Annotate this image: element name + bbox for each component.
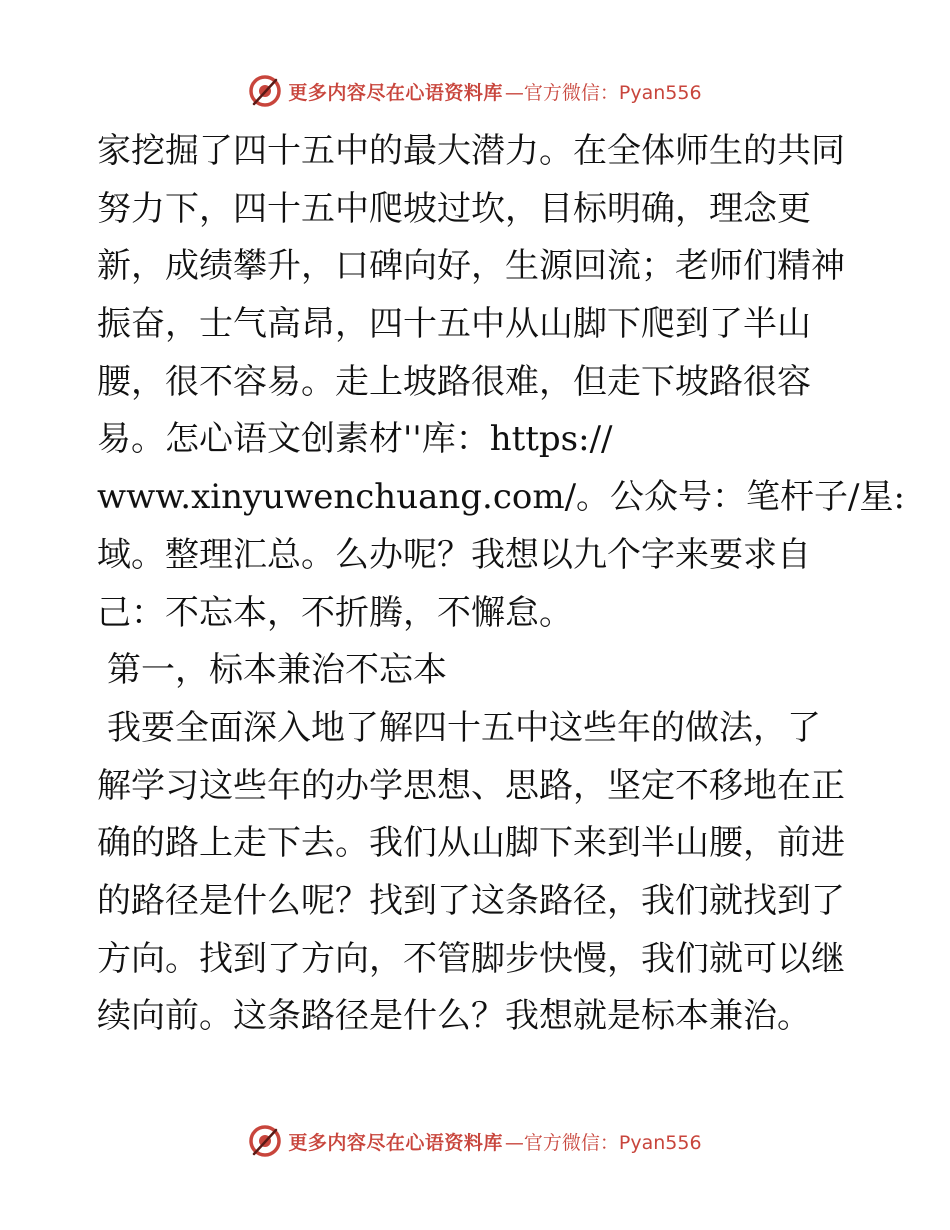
header-watermark-banner bbox=[0, 71, 950, 111]
paragraph-line: 方向。找到了方向，不管脚步快慢，我们就可以继 bbox=[97, 938, 845, 979]
paragraph-line: 家挖掘了四十五中的最大潜力。在全体师生的共同 bbox=[97, 131, 845, 171]
quill-logo-icon bbox=[248, 1124, 282, 1158]
paragraph-line: 确的路上走下去。我们从山脚下来到半山腰，前进 bbox=[97, 823, 845, 864]
banner-main-text: 更多内容尽在心语资料库 bbox=[288, 81, 503, 104]
paragraph-line: 的路径是什么呢？找到了这条路径，我们就找到了 bbox=[97, 880, 845, 921]
section-heading: 第一，标本兼治不忘本 bbox=[107, 650, 447, 691]
paragraph-line: 努力下，四十五中爬坡过坎，目标明确，理念更 bbox=[97, 188, 811, 229]
paragraph-line: 易。怎心语文创素材''库：https:// bbox=[97, 419, 613, 460]
paragraph-line: 腰，很不容易。走上坡路很难，但走下坡路很容 bbox=[97, 361, 811, 402]
document-body bbox=[97, 123, 905, 1046]
paragraph-line: 己：不忘本，不折腾，不懈怠。 bbox=[97, 592, 573, 633]
banner-main-text: 更多内容尽在心语资料库 bbox=[288, 1131, 503, 1154]
paragraph-line: 解学习这些年的办学思想、思路，坚定不移地在正 bbox=[97, 765, 845, 806]
quill-logo-icon bbox=[248, 74, 282, 108]
banner-contact-text: —官方微信：Pyan556 bbox=[504, 81, 702, 104]
paragraph-line: 振奋，士气高昂，四十五中从山脚下爬到了半山 bbox=[97, 304, 811, 345]
banner-contact-text: —官方微信：Pyan556 bbox=[504, 1131, 702, 1154]
paragraph-line: 我要全面深入地了解四十五中这些年的做法，了 bbox=[107, 707, 821, 748]
paragraph-line: 新，成绩攀升，口碑向好，生源回流；老师们精神 bbox=[97, 246, 845, 287]
paragraph-line: 域。整理汇总。么办呢？我想以九个字来要求自 bbox=[97, 534, 811, 575]
paragraph-line: 续向前。这条路径是什么？我想就是标本兼治。 bbox=[97, 996, 811, 1037]
paragraph-line: www.xinyuwenchuang.com/。公众号：笔杆子/星: bbox=[97, 477, 905, 518]
footer-watermark-banner bbox=[0, 1121, 950, 1161]
